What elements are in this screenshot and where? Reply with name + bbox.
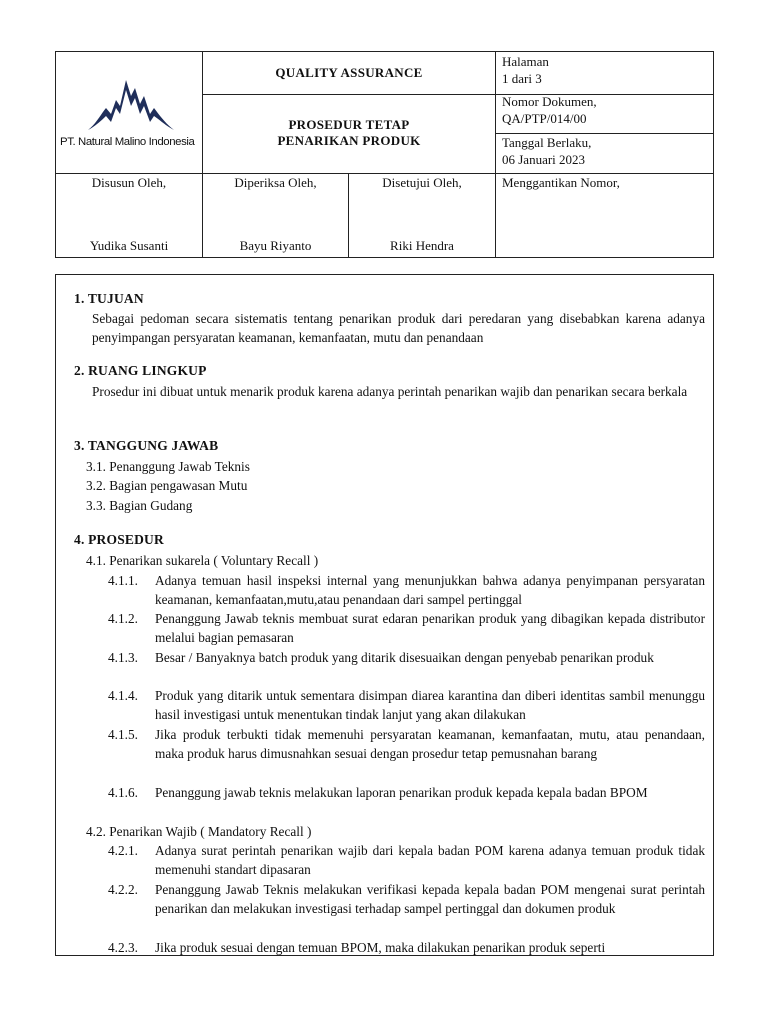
item-text: Penanggung jawab teknis melakukan laporan penarikan produk kepada kepala badan BPOM	[155, 785, 648, 800]
subsection-title-voluntary-recall: 4.1. Penarikan sukarela ( Voluntary Recall )	[86, 553, 319, 568]
grid-line	[495, 52, 496, 258]
grid-line	[56, 173, 714, 174]
checked-by-label: Diperiksa Oleh,	[234, 175, 317, 190]
item-text: Penanggung Jawab Teknis melakukan verifikasi kepada kepala badan POM mengenai surat perintah penarikan dan melakukan investigasi terhadap sampel pertinggal dan dokumen produk	[155, 882, 705, 916]
section-text-ruang-lingkup: Prosedur ini dibuat untuk menarik produk karena adanya perintah penarikan wajib dan penarikan secara berkala	[92, 384, 688, 399]
company-name: PT. Natural Malino Indonesia	[60, 136, 195, 148]
approved-by-name: Riki Hendra	[390, 238, 454, 253]
subsection-title-mandatory-recall: 4.2. Penarikan Wajib ( Mandatory Recall )	[86, 824, 312, 839]
procedure-title-line2: PENARIKAN PRODUK	[277, 133, 421, 148]
grid-line	[202, 94, 714, 95]
section-heading-ruang-lingkup: 2. RUANG LINGKUP	[74, 363, 207, 378]
replaces-label: Menggantikan Nomor,	[502, 175, 620, 190]
item-text: Penanggung Jawab teknis membuat surat edaran penarikan produk yang dibagikan kepada distributor melalui bagian pemasaran	[155, 611, 705, 645]
effective-date-label: Tanggal Berlaku,	[502, 135, 592, 150]
item-text: Besar / Banyaknya batch produk yang ditarik disesuaikan dengan penyebab penarikan produk	[155, 650, 654, 665]
prepared-by-label: Disusun Oleh,	[91, 175, 167, 190]
section-heading-tanggung-jawab: 3. TANGGUNG JAWAB	[74, 438, 219, 453]
item-number: 4.2.2.	[108, 882, 138, 897]
item-number: 4.2.1.	[108, 843, 138, 858]
procedure-body	[55, 274, 714, 956]
procedure-title-line1: PROSEDUR TETAP	[288, 117, 410, 132]
doc-number-label: Nomor Dokumen,	[502, 94, 597, 109]
grid-line	[202, 52, 203, 258]
section-heading-prosedur: 4. PROSEDUR	[74, 532, 164, 547]
list-item: 3.3. Bagian Gudang	[86, 498, 193, 513]
item-text: Jika produk terbukti tidak memenuhi persyaratan keamanan, kemanfaatan, mutu, atau penandaan, maka produk harus dimusnahkan sesuai dengan prosedur tetap pemusnahan barang	[155, 727, 705, 761]
checked-by-name: Bayu Riyanto	[239, 238, 312, 253]
item-number: 4.1.4.	[108, 688, 138, 703]
section-heading-tujuan: 1. TUJUAN	[74, 291, 144, 306]
item-text: Produk yang ditarik untuk sementara disimpan diarea karantina dan diberi identitas sambil menunggu hasil investigasi untuk menentukan tindak lanjut yang akan dilakukan	[155, 688, 705, 722]
prepared-by-name: Yudika Susanti	[89, 238, 169, 253]
effective-date-value: 06 Januari 2023	[502, 152, 586, 167]
company-logo	[60, 70, 202, 156]
item-number: 4.1.1.	[108, 573, 138, 588]
section-text-tujuan: Sebagai pedoman secara sistematis tentang penarikan produk dari peredaran yang disebabkan karena adanya penyimpangan persyaratan keamanan, kemanfaatan, mutu dan penandaan	[92, 311, 705, 345]
grid-line	[495, 133, 714, 134]
item-text: Jika produk sesuai dengan temuan BPOM, maka dilakukan penarikan produk seperti	[155, 940, 606, 955]
department-title: QUALITY ASSURANCE	[275, 65, 423, 80]
approved-by-label: Disetujui Oleh,	[382, 175, 462, 190]
list-item: 3.1. Penanggung Jawab Teknis	[86, 459, 250, 474]
doc-number-value: QA/PTP/014/00	[502, 111, 587, 126]
page-value: 1 dari 3	[502, 71, 542, 86]
list-item: 3.2. Bagian pengawasan Mutu	[86, 478, 248, 493]
item-text: Adanya surat perintah penarikan wajib dari kepala badan POM karena adanya temuan produk tidak memenuhi standart dipasaran	[155, 843, 705, 877]
item-number: 4.2.3.	[108, 940, 138, 955]
item-number: 4.1.5.	[108, 727, 138, 742]
item-number: 4.1.3.	[108, 650, 138, 665]
document-header-table	[55, 51, 714, 258]
item-text: Adanya temuan hasil inspeksi internal yang menunjukkan bahwa adanya penyimpanan persyaratan keamanan, kemanfaatan,mutu,atau penandaan dari sampel pertinggal	[155, 573, 705, 607]
item-number: 4.1.2.	[108, 611, 138, 626]
mountain-logo-icon	[86, 74, 176, 134]
item-number: 4.1.6.	[108, 785, 138, 800]
page-label: Halaman	[502, 54, 549, 69]
